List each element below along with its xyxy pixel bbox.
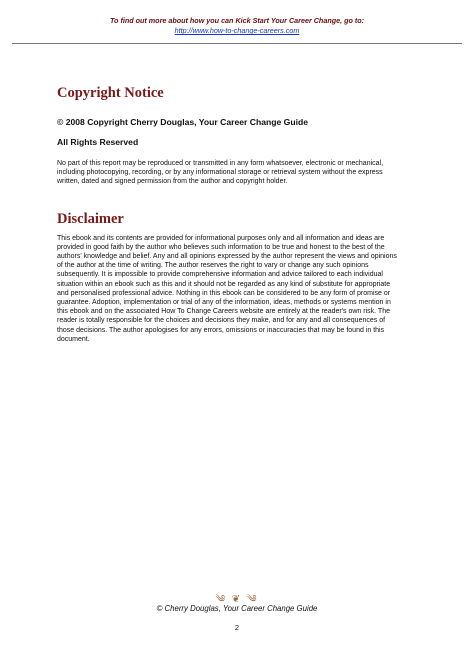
- page-content: [57, 84, 397, 344]
- copyright-title: Copyright Notice: [57, 85, 164, 101]
- header-text: To find out more about how you can Kick Start Your Career Change, go to:: [109, 16, 365, 25]
- flourish-ornament-icon: ༄ ❦ ༄: [215, 594, 259, 605]
- copyright-paragraph: No part of this report may be reproduced or transmitted in any form whatsoever, electronic or mechanical, including photocopying, recording, or by any informational storage or retrieval system without the express written, dated and signed permission from the author and copyright holder.: [57, 160, 384, 186]
- disclaimer-paragraph: This ebook and its contents are provided for informational purposes only and all information and ideas are provided in good faith by the author who believes such information to be true and honest to the best of the authors' knowledge and belief. Any and all opinions expressed by the author represent the views and opinions of the author at the time of writing. The author reserves the right to vary or change any such opinions subsequently. It is impossible to provide comprehensive information and advice tailored to each individual situation within an ebook such as this and it should not be regarded as any kind of substitute for appropriate and personalised professional advice. Nothing in this ebook can be considered to be any form of promise or guarantee. Adoption, implementation or trial of any of the information, ideas, methods or systems mention in this ebook and on the associated How To Change Careers website are entirely at the reader's own risk. The reader is totally responsible for the choices and decisions they make, and for any and all consequences of those decisions. The author apologises for any errors, omissions or inaccuracies that may be found in this document.: [57, 234, 397, 343]
- page-header: [0, 16, 474, 36]
- copyright-line: © 2008 Copyright Cherry Douglas, Your Career Change Guide: [57, 117, 308, 127]
- rights-reserved-line: All Rights Reserved: [57, 137, 139, 147]
- disclaimer-title: Disclaimer: [57, 210, 124, 227]
- page-number: 2: [234, 623, 240, 632]
- footer-text: © Cherry Douglas, Your Career Change Guide: [156, 604, 318, 613]
- website-link[interactable]: http://www.how-to-change-careers.com: [174, 26, 300, 35]
- header-divider: [12, 43, 462, 44]
